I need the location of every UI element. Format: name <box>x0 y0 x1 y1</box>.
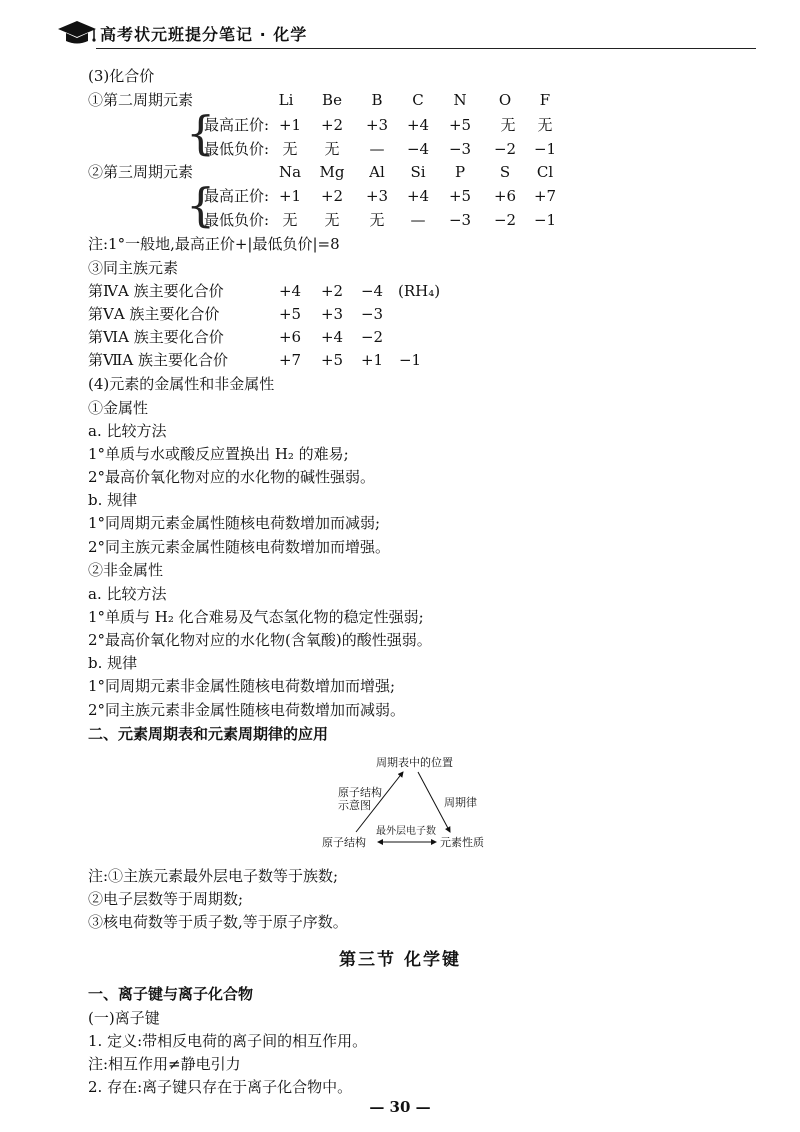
valence-value: +6 <box>493 187 517 205</box>
valence-value: +5 <box>448 116 472 134</box>
valence-value: 无 <box>282 211 298 229</box>
element-symbol: Be <box>322 91 342 109</box>
element-symbol: S <box>499 163 511 181</box>
nonmetal-title: ②非金属性 <box>88 561 164 579</box>
max-valence-label: 最高正价: <box>204 187 270 205</box>
group-value: (RH₄) <box>398 282 441 300</box>
valence-value: +2 <box>320 187 344 205</box>
valence-value: +3 <box>365 187 389 205</box>
valence-value: −2 <box>493 211 517 229</box>
nonmetal-method-1: 1°单质与 H₂ 化合难易及气态氢化物的稳定性强弱; <box>88 608 424 626</box>
header-divider <box>96 48 756 49</box>
group-label: 第ⅥA 族主要化合价 <box>88 328 224 346</box>
nonmetal-method-2: 2°最高价氧化物对应的水化物(含氧酸)的酸性强弱。 <box>88 631 432 649</box>
group-value: +6 <box>278 328 302 346</box>
valence-value: −3 <box>448 140 472 158</box>
element-symbol: O <box>498 91 512 109</box>
min-valence-label: 最低负价: <box>204 211 270 229</box>
diagram-bottom-left-label: 原子结构 <box>322 836 366 849</box>
valence-value: +4 <box>406 116 430 134</box>
valence-value: −1 <box>533 211 557 229</box>
application-note-1: 注:①主族元素最外层电子数等于族数; <box>88 867 339 885</box>
group-value: +4 <box>278 282 302 300</box>
period3-max-row <box>0 186 800 206</box>
valence-value: −4 <box>406 140 430 158</box>
valence-value: +5 <box>448 187 472 205</box>
element-symbol: P <box>454 163 466 181</box>
nonmetal-method: a. 比较方法 <box>88 585 167 603</box>
element-symbol: Al <box>369 163 385 181</box>
group-label: 第ⅦA 族主要化合价 <box>88 351 228 369</box>
valence-value: +2 <box>320 116 344 134</box>
group-row-6a <box>0 327 800 347</box>
period2-elements-row <box>0 90 800 110</box>
group-value: +2 <box>320 282 344 300</box>
nonmetal-rule-1: 1°同周期元素非金属性随核电荷数增加而增强; <box>88 677 396 695</box>
diagram-right-edge-label: 周期律 <box>444 796 477 809</box>
valence-value: +1 <box>278 187 302 205</box>
nonmetal-rule-2: 2°同主族元素非金属性随核电荷数增加而减弱。 <box>88 701 406 719</box>
group-label: 第ⅤA 族主要化合价 <box>88 305 220 323</box>
valence-value: +7 <box>533 187 557 205</box>
valence-value: — <box>369 140 385 158</box>
metal-title: ①金属性 <box>88 399 149 417</box>
diagram-bottom-right-label: 元素性质 <box>440 836 484 849</box>
valence-value: 无 <box>324 211 340 229</box>
valence-value: 无 <box>369 211 385 229</box>
group-value: −2 <box>360 328 384 346</box>
group-value: +4 <box>320 328 344 346</box>
period3-min-row <box>0 210 800 230</box>
max-valence-label: 最高正价: <box>204 116 270 134</box>
valence-value: −2 <box>493 140 517 158</box>
period2-max-row <box>0 115 800 135</box>
valence-value: 无 <box>282 140 298 158</box>
period2-label: ①第二周期元素 <box>88 91 194 109</box>
page-number: — 30 — <box>369 1098 431 1116</box>
nonmetal-rule: b. 规律 <box>88 654 138 672</box>
ionic-part: (一)离子键 <box>88 1009 160 1027</box>
diagram-top-label: 周期表中的位置 <box>376 756 453 769</box>
valence-value: +4 <box>406 187 430 205</box>
valence-value: −1 <box>533 140 557 158</box>
group-value: −4 <box>360 282 384 300</box>
min-valence-label: 最低负价: <box>204 140 270 158</box>
group-value: +3 <box>320 305 344 323</box>
group-value: +5 <box>320 351 344 369</box>
ionic-subheading: 一、离子键与离子化合物 <box>88 985 254 1003</box>
metal-rule: b. 规律 <box>88 491 138 509</box>
graduation-cap-icon <box>56 18 98 48</box>
group-row-5a <box>0 304 800 324</box>
metallic-heading: (4)元素的金属性和非金属性 <box>88 375 275 393</box>
metal-method: a. 比较方法 <box>88 422 167 440</box>
group-label: 第ⅣA 族主要化合价 <box>88 282 224 300</box>
group-value: −3 <box>360 305 384 323</box>
element-symbol: Si <box>410 163 426 181</box>
ionic-note: 注:相互作用≠静电引力 <box>88 1055 241 1073</box>
periodic-law-diagram <box>318 754 508 854</box>
period3-brace: { <box>186 178 216 232</box>
group-value: −1 <box>398 351 422 369</box>
group-row-4a <box>0 281 800 301</box>
application-heading: 二、元素周期表和元素周期律的应用 <box>88 725 329 743</box>
application-note-2: ②电子层数等于周期数; <box>88 890 244 908</box>
element-symbol: Mg <box>319 163 345 181</box>
metal-method-2: 2°最高价氧化物对应的水化物的碱性强弱。 <box>88 468 376 486</box>
period3-elements-row <box>0 162 800 182</box>
valence-heading: (3)化合价 <box>88 67 155 85</box>
ionic-definition: 1. 定义:带相反电荷的离子间的相互作用。 <box>88 1032 368 1050</box>
group-value: +7 <box>278 351 302 369</box>
diagram-left-edge-label: 原子结构 <box>338 786 382 799</box>
valence-value: +3 <box>365 116 389 134</box>
valence-value: — <box>410 211 426 229</box>
diagram-left-edge-label: 示意图 <box>338 799 371 812</box>
metal-method-1: 1°单质与水或酸反应置换出 H₂ 的难易; <box>88 445 349 463</box>
page-header <box>56 18 756 50</box>
element-symbol: F <box>539 91 551 109</box>
valence-value: +1 <box>278 116 302 134</box>
element-symbol: Na <box>278 163 302 181</box>
section-title: 第三节 化学键 <box>339 950 461 970</box>
group-heading: ③同主族元素 <box>88 259 179 277</box>
period3-label: ②第三周期元素 <box>88 163 194 181</box>
application-note-3: ③核电荷数等于质子数,等于原子序数。 <box>88 913 348 931</box>
element-symbol: C <box>412 91 424 109</box>
ionic-existence: 2. 存在:离子键只存在于离子化合物中。 <box>88 1078 353 1096</box>
metal-rule-1: 1°同周期元素金属性随核电荷数增加而减弱; <box>88 514 381 532</box>
valence-value: 无 <box>500 116 516 134</box>
valence-value: 无 <box>324 140 340 158</box>
metal-rule-2: 2°同主族元素金属性随核电荷数增加而增强。 <box>88 538 391 556</box>
header-title: 高考状元班提分笔记 · 化学 <box>100 25 308 44</box>
element-symbol: B <box>371 91 383 109</box>
valence-value: 无 <box>537 116 553 134</box>
element-symbol: Li <box>278 91 294 109</box>
group-row-7a <box>0 350 800 370</box>
group-value: +1 <box>360 351 384 369</box>
group-value: +5 <box>278 305 302 323</box>
valence-value: −3 <box>448 211 472 229</box>
diagram-bottom-edge-label: 最外层电子数 <box>376 826 436 837</box>
element-symbol: N <box>453 91 467 109</box>
element-symbol: Cl <box>536 163 554 181</box>
period2-min-row <box>0 139 800 159</box>
valence-note: 注:1°一般地,最高正价+|最低负价|=8 <box>88 235 340 253</box>
period2-brace: { <box>186 106 216 160</box>
